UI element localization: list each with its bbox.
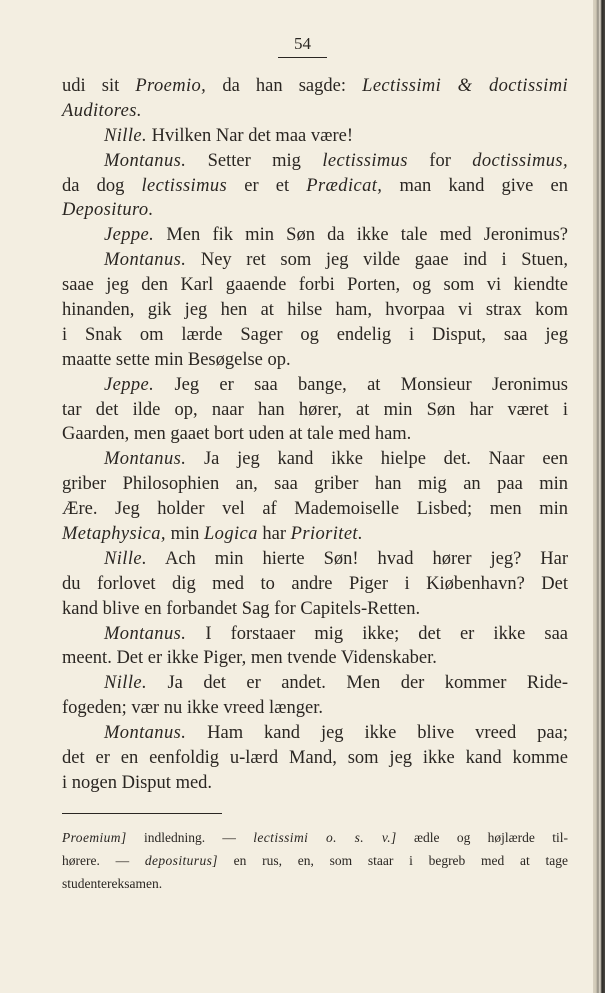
body-line xyxy=(62,174,568,199)
body-text: udi sit xyxy=(62,76,136,96)
body-line xyxy=(62,497,568,522)
body-italic-text: Lectissimi & doctissimi xyxy=(362,76,569,96)
body-line xyxy=(62,348,568,373)
body-italic-text: Auditores. xyxy=(62,100,142,121)
body-line xyxy=(62,646,568,671)
body-italic-text: Metaphysica, xyxy=(62,524,166,545)
body-italic-text: Montanus. xyxy=(104,250,187,271)
body-text: Ja jeg kand ikke hielpe det. Naar een xyxy=(186,449,568,470)
body-text: maatte sette min Besøgelse op. xyxy=(62,349,291,370)
body-text: Ja det er andet. Men der kommer Ride- xyxy=(147,673,568,694)
body-italic-text: Jeppe. xyxy=(104,225,155,246)
body-line xyxy=(62,149,568,174)
body-line xyxy=(62,746,568,771)
body-italic-text: Logica xyxy=(203,524,258,545)
body-line xyxy=(62,323,568,348)
body-italic-text: Prioritet. xyxy=(290,524,364,545)
body-text: hinanden, gik jeg hen at hilse ham, hvorpaa vi strax kom xyxy=(62,300,568,321)
body-text: i nogen Disput med. xyxy=(62,772,213,793)
footnote-line xyxy=(62,826,568,849)
footnote-divider xyxy=(62,813,222,814)
body-italic-text: lectissimus xyxy=(141,175,228,196)
body-line xyxy=(62,597,568,622)
body-line xyxy=(62,223,568,248)
body-italic-text: Nille. xyxy=(104,673,147,694)
body-line xyxy=(62,522,568,547)
body-text: saae jeg den Karl gaaende forbi Porten, og som vi kiendte xyxy=(62,275,568,296)
body-text: I forstaaer mig ikke; det er ikke saa xyxy=(186,623,568,644)
footnote-line xyxy=(62,872,568,895)
body-line xyxy=(62,547,568,572)
body-text: man kand give en xyxy=(382,175,568,196)
body-italic-text: Prædicat, xyxy=(306,175,383,196)
main-text xyxy=(62,74,568,796)
footnotes xyxy=(62,826,568,895)
body-italic-text: Montanus. xyxy=(104,150,187,171)
body-line xyxy=(62,622,568,647)
body-text: Hvilken Nar det maa være! xyxy=(147,125,353,146)
body-text: Ney ret som jeg vilde gaae ind i Stuen, xyxy=(186,250,568,271)
body-line xyxy=(62,422,568,447)
body-text: tar det ilde op, naar han hører, at min Søn har været i xyxy=(62,399,568,420)
body-line xyxy=(62,696,568,721)
footnote-line xyxy=(62,849,568,872)
footnote-text: en rus, en, som staar i begreb med at tage xyxy=(217,853,568,868)
body-line xyxy=(62,298,568,323)
body-text: da han sagde: xyxy=(206,76,363,96)
body-text: Gaarden, men gaaet bort uden at tale med ham. xyxy=(62,424,412,445)
footnote-italic-text: depositurus] xyxy=(144,853,218,868)
body-italic-text: Jeppe. xyxy=(104,374,155,395)
body-text: Jeg er saa bange, at Monsieur Jeronimus xyxy=(154,374,568,395)
body-line xyxy=(62,472,568,497)
footnote-text: indledning. — xyxy=(126,830,254,845)
body-text: fogeden; vær nu ikke vreed længer. xyxy=(62,698,323,719)
body-italic-text: Montanus. xyxy=(104,449,187,470)
footnote-italic-text: lectissimi o. s. v.] xyxy=(253,830,397,845)
body-text: Setter mig xyxy=(186,150,323,171)
body-line xyxy=(62,373,568,398)
body-italic-text: doctissimus, xyxy=(472,150,568,171)
footnote-text: studentereksamen. xyxy=(62,876,163,891)
body-italic-text: Proemio, xyxy=(135,76,207,96)
body-text: Ham kand jeg ikke blive vreed paa; xyxy=(186,723,568,744)
body-line xyxy=(62,721,568,746)
body-italic-text: Montanus. xyxy=(104,623,187,644)
body-line xyxy=(62,771,568,796)
body-text: er et xyxy=(227,175,307,196)
body-text: har xyxy=(257,524,291,545)
body-line xyxy=(62,671,568,696)
body-line xyxy=(62,572,568,597)
body-text: min xyxy=(165,524,204,545)
body-line xyxy=(62,74,568,99)
footnote-text: ædle og højlærde til- xyxy=(396,830,568,845)
body-text: meent. Det er ikke Piger, men tvende Videnskaber. xyxy=(62,648,437,669)
page-number: 54 xyxy=(0,34,605,58)
body-text: griber Philosophien an, saa griber han mig an paa min xyxy=(62,474,568,495)
body-text: da dog xyxy=(62,175,142,196)
body-italic-text: Montanus. xyxy=(104,723,187,744)
body-text: Men fik min Søn da ikke tale med Jeronimus? xyxy=(154,225,568,246)
body-text: for xyxy=(407,150,473,171)
body-text: kand blive en forbandet Sag for Capitels-Retten. xyxy=(62,598,421,619)
body-line xyxy=(62,198,568,223)
body-italic-text: Deposituro. xyxy=(62,200,154,221)
body-line xyxy=(62,124,568,149)
body-text: i Snak om lærde Sager og endelig i Disput, saa jeg xyxy=(62,324,568,345)
page-edge xyxy=(593,0,605,993)
footnote-italic-text: Proemium] xyxy=(62,830,127,845)
body-line xyxy=(62,273,568,298)
body-text: du forlovet dig med to andre Piger i Kiøbenhavn? Det xyxy=(62,573,568,594)
body-italic-text: lectissimus xyxy=(322,150,408,171)
body-line xyxy=(62,447,568,472)
body-italic-text: Nille. xyxy=(104,125,147,146)
body-text: Ære. Jeg holder vel af Mademoiselle Lisbed; men min xyxy=(62,499,568,520)
footnote-text: hørere. — xyxy=(62,853,145,868)
body-text: Ach min hierte Søn! hvad hører jeg? Har xyxy=(147,548,568,569)
body-text: det er en eenfoldig u-lærd Mand, som jeg ikke kand komme xyxy=(62,748,568,769)
body-line xyxy=(62,99,568,124)
body-line xyxy=(62,248,568,273)
body-italic-text: Nille. xyxy=(104,548,147,569)
body-line xyxy=(62,398,568,423)
